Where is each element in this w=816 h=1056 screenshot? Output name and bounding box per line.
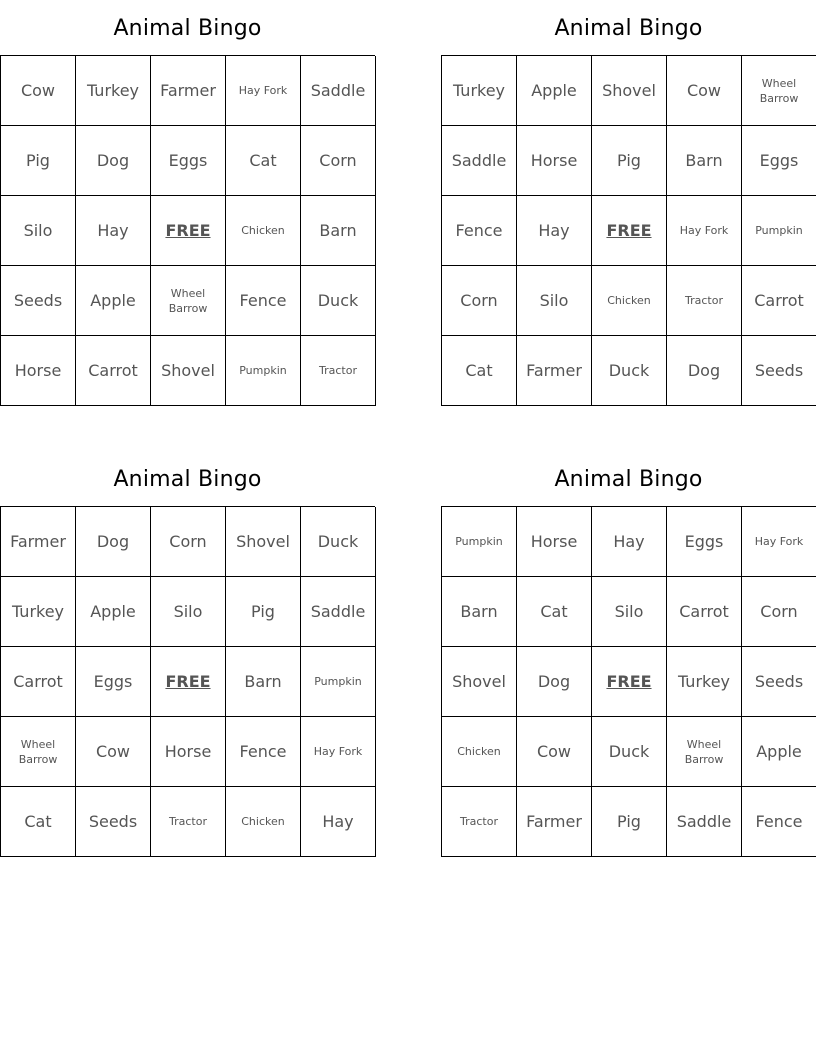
bingo-cell: Tractor [667,266,742,336]
bingo-cell: Barn [442,577,517,647]
bingo-cell: Eggs [76,647,151,717]
bingo-cell: Dog [667,336,742,406]
bingo-card-4 [441,451,816,857]
bingo-cell: Chicken [226,196,301,266]
bingo-cell: Seeds [1,266,76,336]
bingo-cell: Cat [517,577,592,647]
bingo-cell: Shovel [592,56,667,126]
bingo-cell: Duck [592,336,667,406]
bingo-cell: Wheel Barrow [151,266,226,336]
bingo-cell: Hay Fork [226,56,301,126]
bingo-cell: Pumpkin [442,507,517,577]
bingo-cell: Cat [1,787,76,857]
bingo-cell: Chicken [226,787,301,857]
bingo-cell: Horse [517,507,592,577]
bingo-cell: Apple [517,56,592,126]
bingo-cell: Hay [301,787,376,857]
bingo-card-3 [0,451,375,857]
bingo-cell: Fence [442,196,517,266]
bingo-cell: Shovel [226,507,301,577]
bingo-cell: Farmer [517,787,592,857]
card-title: Animal Bingo [554,467,703,492]
bingo-card-2 [441,0,816,406]
bingo-cell: Horse [517,126,592,196]
bingo-cell: Shovel [442,647,517,717]
bingo-cell: Horse [1,336,76,406]
bingo-cell: Farmer [151,56,226,126]
bingo-cell: Horse [151,717,226,787]
bingo-cell: Cow [1,56,76,126]
bingo-cell: Barn [301,196,376,266]
bingo-card-1 [0,0,375,406]
bingo-cell: Carrot [667,577,742,647]
bingo-cell: Seeds [742,336,816,406]
bingo-cell: Saddle [301,56,376,126]
bingo-cell: Apple [76,577,151,647]
bingo-cell: Duck [592,717,667,787]
bingo-grid [0,506,375,857]
card-title: Animal Bingo [113,16,262,41]
bingo-grid [441,506,816,857]
bingo-cell: Dog [76,126,151,196]
bingo-grid [0,55,375,406]
bingo-cell: Eggs [742,126,816,196]
free-space-cell: FREE [151,196,226,266]
bingo-cell: Fence [226,717,301,787]
bingo-cell: Hay [592,507,667,577]
card-title: Animal Bingo [113,467,262,492]
bingo-cell: Turkey [442,56,517,126]
bingo-cell: Shovel [151,336,226,406]
bingo-cell: Cat [442,336,517,406]
bingo-cell: Dog [517,647,592,717]
bingo-cell: Pig [592,126,667,196]
bingo-cell: Pig [592,787,667,857]
bingo-cell: Wheel Barrow [742,56,816,126]
bingo-cell: Apple [76,266,151,336]
free-space-cell: FREE [592,647,667,717]
free-space-cell: FREE [592,196,667,266]
bingo-cell: Tractor [151,787,226,857]
bingo-cell: Cat [226,126,301,196]
bingo-cell: Hay [76,196,151,266]
bingo-cell: Pig [1,126,76,196]
bingo-cell: Barn [226,647,301,717]
bingo-cell: Cow [517,717,592,787]
bingo-cell: Turkey [667,647,742,717]
bingo-cell: Hay Fork [301,717,376,787]
bingo-cell: Corn [301,126,376,196]
bingo-cell: Duck [301,266,376,336]
card-title: Animal Bingo [554,16,703,41]
bingo-cell: Carrot [742,266,816,336]
bingo-cell: Saddle [442,126,517,196]
bingo-cell: Pumpkin [742,196,816,266]
bingo-cell: Chicken [442,717,517,787]
bingo-cell: Tractor [442,787,517,857]
bingo-cell: Chicken [592,266,667,336]
bingo-cell: Apple [742,717,816,787]
bingo-cell: Farmer [1,507,76,577]
bingo-cell: Silo [151,577,226,647]
bingo-cell: Turkey [1,577,76,647]
bingo-cell: Carrot [1,647,76,717]
bingo-cell: Pumpkin [301,647,376,717]
bingo-cell: Dog [76,507,151,577]
bingo-cell: Hay Fork [667,196,742,266]
bingo-cell: Saddle [301,577,376,647]
bingo-grid [441,55,816,406]
bingo-cell: Corn [151,507,226,577]
bingo-cell: Barn [667,126,742,196]
bingo-cell: Corn [742,577,816,647]
bingo-cell: Pumpkin [226,336,301,406]
bingo-cell: Turkey [76,56,151,126]
bingo-cell: Saddle [667,787,742,857]
bingo-cell: Carrot [76,336,151,406]
bingo-cell: Corn [442,266,517,336]
bingo-cell: Hay [517,196,592,266]
bingo-cell: Wheel Barrow [1,717,76,787]
bingo-cell: Silo [592,577,667,647]
bingo-cell: Tractor [301,336,376,406]
bingo-cell: Cow [667,56,742,126]
bingo-cell: Duck [301,507,376,577]
bingo-cell: Seeds [742,647,816,717]
bingo-cell: Wheel Barrow [667,717,742,787]
bingo-cell: Silo [1,196,76,266]
bingo-cell: Seeds [76,787,151,857]
free-space-cell: FREE [151,647,226,717]
bingo-cell: Cow [76,717,151,787]
bingo-cell: Fence [742,787,816,857]
bingo-cell: Pig [226,577,301,647]
bingo-cell: Silo [517,266,592,336]
bingo-cell: Fence [226,266,301,336]
bingo-cell: Eggs [667,507,742,577]
bingo-cell: Farmer [517,336,592,406]
bingo-cell: Eggs [151,126,226,196]
bingo-cell: Hay Fork [742,507,816,577]
